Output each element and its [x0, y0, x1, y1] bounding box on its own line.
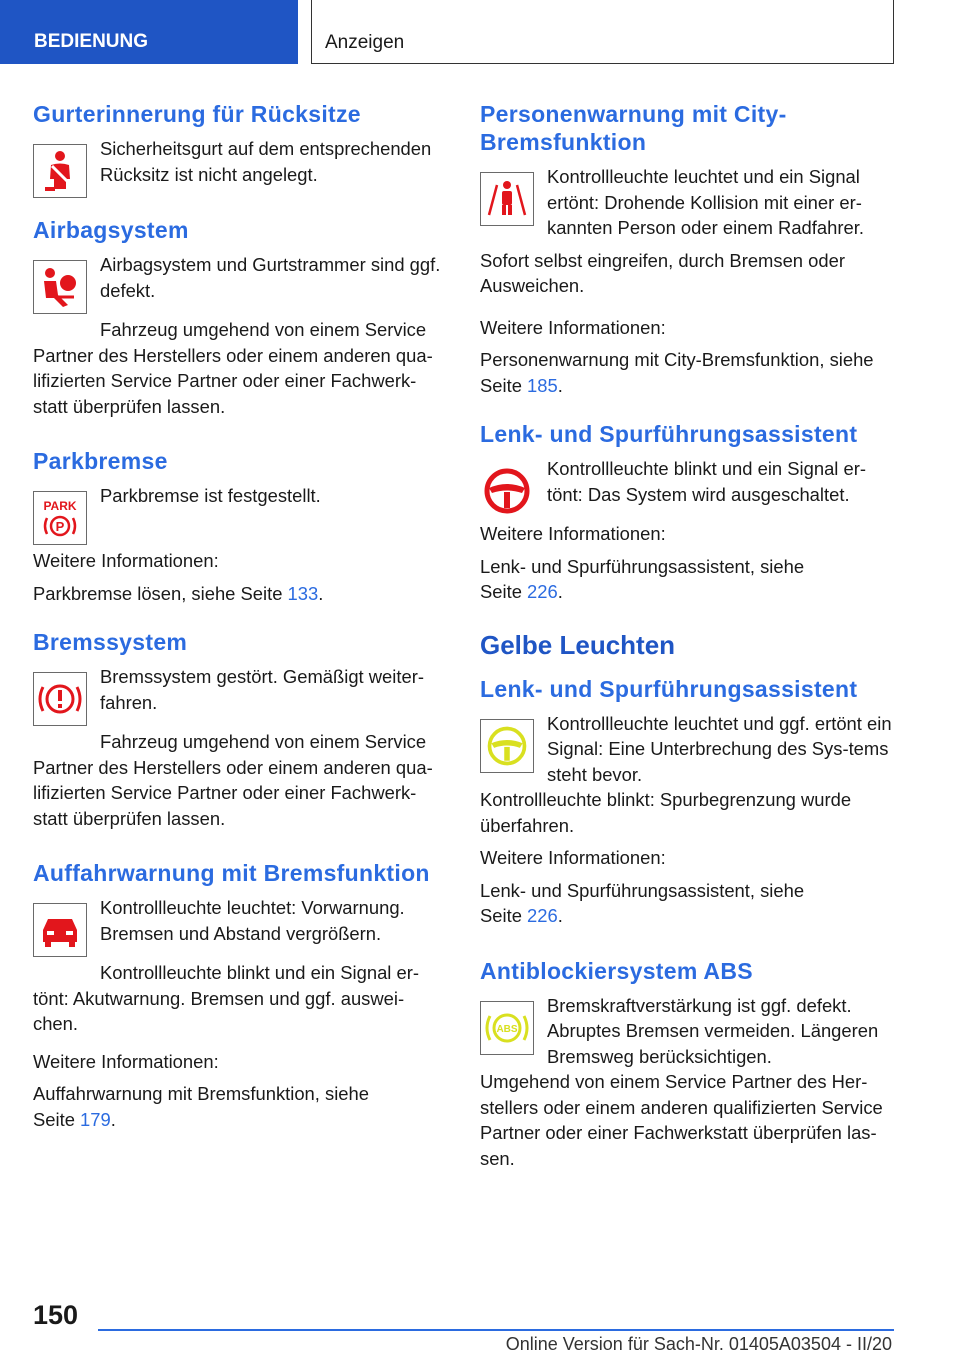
entry-parkbremse — [33, 483, 448, 541]
entry-personenwarnung — [480, 164, 895, 241]
entry-airbagsystem — [33, 252, 448, 310]
more-info-lenk-red: Weitere Informationen: — [480, 523, 666, 544]
text-gurterinnerung: Sicherheitsgurt auf dem entsprechenden Rücksitz ist nicht angelegt. — [100, 138, 432, 185]
entry-auffahrwarnung — [33, 895, 448, 953]
text-airbagsystem: Airbagsystem und Gurtstrammer sind ggf. defekt. — [100, 254, 441, 301]
abs-icon-label: ABS — [496, 1023, 518, 1035]
text-auffahrwarnung-blinkt: Kontrollleuchte blinkt und ein Signal er-tönt: Akutwarnung. Bremsen und ggf. auswei-chen. — [33, 962, 419, 1034]
heading-gelbe-leuchten: Gelbe Leuchten — [480, 629, 676, 660]
text-bremssystem-service: Fahrzeug umgehend von einem Service Partner des Herstellers oder einem anderen qua-lifizierten Service Partner oder einer Fachwerk-statt überprüfen lassen. — [33, 731, 433, 829]
page-link-185[interactable]: 185 — [527, 374, 558, 396]
left-column — [33, 100, 448, 1132]
more-info-auffahrwarnung: Weitere Informationen: — [33, 1050, 219, 1072]
page-link-226-a[interactable]: 226 — [527, 581, 558, 602]
right-column — [480, 100, 895, 1171]
entry-gurterinnerung — [33, 136, 448, 194]
entry-abs — [480, 993, 895, 1070]
brake-warning-icon — [33, 672, 87, 726]
text-personenwarnung: Kontrollleuchte leuchtet und ein Signal ertönt: Drohende Kollision mit einer er-kannten Person oder einem Radfahrer. — [547, 166, 864, 238]
heading-lenk-yellow: Lenk- und Spurführungsassistent — [480, 675, 858, 702]
park-icon-label: PARK — [43, 499, 77, 513]
entry-bremssystem — [33, 664, 448, 722]
pedestrian-warning-icon — [480, 172, 534, 226]
page-link-226-b[interactable]: 226 — [527, 905, 558, 926]
text-lenk-yellow-blinkt: Kontrollleuchte blinkt: Spurbegrenzung wurde überfahren. — [480, 789, 852, 836]
text-bremssystem: Bremssystem gestört. Gemäßigt weiter-fahren. — [100, 666, 424, 713]
header-section-tab — [0, 0, 298, 64]
entry-lenk-red — [480, 456, 895, 514]
text-lenk-red: Kontrollleuchte blinkt und ein Signal er-tönt: Das System wird ausgeschaltet. — [547, 458, 866, 505]
text-abs: Bremskraftverstärkung ist ggf. defekt. Abruptes Bremsen vermeiden. Längeren Bremsweg berücksichtigen. — [547, 994, 879, 1067]
footer-version: Online Version für Sach-Nr. 01405A03504 - II/20 — [505, 1334, 892, 1354]
text-airbagsystem-service: Fahrzeug umgehend von einem Service Partner des Herstellers oder einem anderen qua-lifizierten Service Partner oder einer Fachwerk-statt überprüfen lassen. — [33, 319, 433, 417]
park-brake-icon — [33, 491, 87, 545]
heading-airbagsystem: Airbagsystem — [33, 217, 189, 243]
text-parkbremse: Parkbremse ist festgestellt. — [100, 485, 321, 506]
collision-warning-icon — [33, 903, 87, 957]
text-lenk-yellow: Kontrollleuchte leuchtet und ggf. ertönt ein Signal: Eine Unterbrechung des Sys-tems steht bevor. — [547, 712, 892, 785]
heading-parkbremse: Parkbremse — [33, 448, 168, 474]
airbag-icon — [33, 260, 87, 314]
ref-parkbremse: Parkbremse lösen, siehe Seite 133. — [33, 582, 324, 604]
ref-personenwarnung: Personenwarnung mit City-Bremsfunktion, siehe Seite 185. — [480, 349, 874, 396]
footer-divider — [98, 1329, 894, 1331]
more-info-personenwarnung: Weitere Informationen: — [480, 316, 666, 338]
heading-abs: Antiblockiersystem ABS — [480, 957, 753, 984]
seatbelt-icon — [33, 144, 87, 198]
svg-text:P: P — [55, 519, 65, 534]
header-chapter-label: Anzeigen — [325, 32, 405, 53]
heading-gurterinnerung: Gurterinnerung für Rücksitze — [33, 101, 361, 127]
more-info-parkbremse: Weitere Informationen: — [33, 550, 219, 571]
ref-lenk-yellow: Lenk- und Spurführungsassistent, siehe Seite 226. — [480, 879, 805, 926]
text-auffahrwarnung: Kontrollleuchte leuchtet: Vorwarnung. Bremsen und Abstand vergrößern. — [100, 897, 405, 944]
heading-bremssystem: Bremssystem — [33, 629, 188, 655]
steering-wheel-yellow-icon — [480, 719, 534, 773]
page-number: 150 — [33, 1300, 79, 1330]
heading-auffahrwarnung: Auffahrwarnung mit Bremsfunktion — [33, 860, 430, 886]
steering-wheel-red-icon — [480, 464, 534, 518]
header-section-label: BEDIENUNG — [34, 31, 149, 52]
abs-icon — [480, 1001, 534, 1055]
ref-auffahrwarnung: Auffahrwarnung mit Bremsfunktion, siehe Seite 179. — [33, 1083, 369, 1130]
text-personenwarnung-action: Sofort selbst eingreifen, durch Bremsen oder Ausweichen. — [480, 249, 845, 296]
page-link-179[interactable]: 179 — [80, 1108, 111, 1130]
entry-lenk-yellow — [480, 711, 895, 788]
heading-personenwarnung: Personenwarnung mit City- Bremsfunktion — [480, 101, 787, 155]
more-info-lenk-yellow: Weitere Informationen: — [480, 847, 666, 868]
heading-lenk-red: Lenk- und Spurführungsassistent — [480, 421, 858, 447]
header-chapter-tab — [311, 0, 894, 64]
page-link-133[interactable]: 133 — [287, 582, 319, 604]
text-abs-service: Umgehend von einem Service Partner des Her-stellers oder einem anderen qualifizierten Service Partner oder einer Fachwerkstatt überprüfen las-sen. — [480, 1071, 883, 1169]
ref-lenk-red: Lenk- und Spurführungsassistent, siehe Seite 226. — [480, 555, 805, 602]
